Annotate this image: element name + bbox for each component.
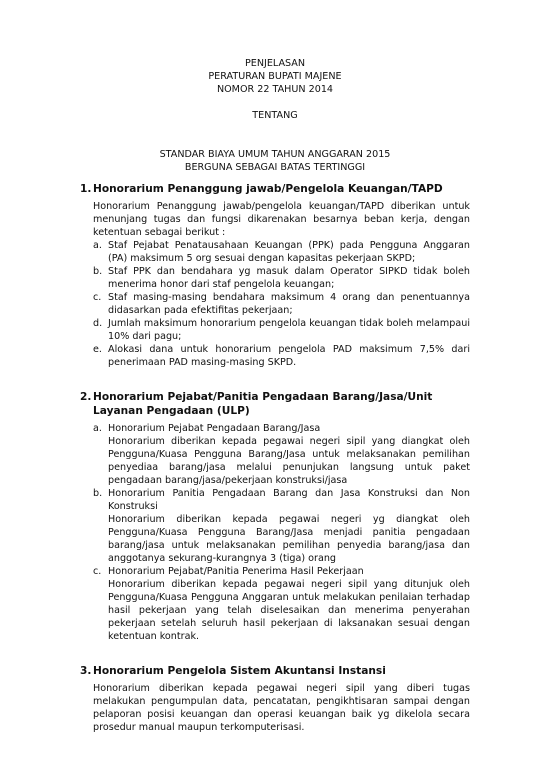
list-item: c. Staf masing-masing bendahara maksimum 4 orang dan penentuannya didasarkan pada efektifitas pekerjaan; — [93, 292, 470, 316]
section-heading — [80, 664, 470, 678]
section-heading — [80, 390, 470, 418]
section-3 — [80, 664, 470, 734]
section-number: 2. — [80, 391, 92, 403]
list-item: d. Jumlah maksimum honorarium pengelola keuangan tidak boleh melampaui 10% dari pagu; — [93, 318, 470, 342]
document-body — [80, 182, 470, 734]
header-about: TENTANG — [252, 110, 298, 121]
list-item: a. Staf Pejabat Penatausahaan Keuangan (PPK) pada Pengguna Anggaran (PA) maksimum 5 org sesuai dengan kapasitas pekerjaan SKPD; — [93, 240, 470, 264]
item-text: Honorarium diberikan kepada pegawai negeri sipil yang ditunjuk oleh Pengguna/Kuasa Pengguna Anggaran untuk melakukan penilaian terhadap hasil pekerjaan yang telah diselesaikan dan menerima penyerahan pekerjaan setelah seluruh hasil pekerjaan di laksanakan sesuai dengan ketentuan kontrak. — [108, 579, 470, 642]
list-item: a. Honorarium Pejabat Pengadaan Barang/Jasa Honorarium diberikan kepada pegawai negeri sipil yang diangkat oleh Pengguna/Kuasa Pengguna Barang/Jasa untuk melaksanakan pemilihan penyediaa barang/jasa melalui penunjukan langsung untuk paket pengadaan barang/jasa/pekerjaan konstruksi/jasa — [93, 423, 470, 486]
section-title: Honorarium Pengelola Sistem Akuntansi Instansi — [93, 665, 386, 677]
item-text: Honorarium diberikan kepada pegawai negeri sipil yang diangkat oleh Pengguna/Kuasa Pengguna Barang/Jasa untuk melaksanakan pemilihan penyediaa barang/jasa melalui penunjukan langsung untuk paket pengadaan barang/jasa/pekerjaan konstruksi/jasa — [108, 436, 470, 486]
header-subject-line1: STANDAR BIAYA UMUM TAHUN ANGGARAN 2015 — [159, 149, 391, 160]
item-heading: Honorarium Pejabat/Panitia Penerima Hasil Pekerjaan — [108, 566, 364, 577]
section-number: 1. — [80, 183, 92, 195]
list-item: c. Honorarium Pejabat/Panitia Penerima Hasil Pekerjaan Honorarium diberikan kepada pegawai negeri sipil yang ditunjuk oleh Pengguna/Kuasa Pengguna Anggaran untuk melakukan penilaian terhadap hasil pekerjaan yang telah diselesaikan dan menerima penyerahan pekerjaan setelah seluruh hasil pekerjaan di laksanakan sesuai dengan ketentuan kontrak. — [93, 566, 470, 642]
section-number: 3. — [80, 665, 92, 677]
item-heading: Honorarium Pejabat Pengadaan Barang/Jasa — [108, 423, 321, 434]
section-intro: Honorarium diberikan kepada pegawai negeri sipil yang diberi tugas melakukan pengumpulan data, pencatatan, pengikhtisaran sampai dengan pelaporan posisi keuangan dan operasi keuangan baik yg dikelola secara prosedur manual maupun terkomputerisasi. — [93, 683, 470, 733]
header-number: NOMOR 22 TAHUN 2014 — [216, 84, 334, 95]
section-title: Honorarium Penanggung jawab/Pengelola Keuangan/TAPD — [93, 183, 443, 195]
section-heading — [80, 182, 470, 196]
header-regulation: PERATURAN BUPATI MAJENE — [208, 71, 342, 82]
section-2 — [80, 390, 470, 643]
section-1 — [80, 182, 470, 369]
header-subject-line2: BERGUNA SEBAGAI BATAS TERTINGGI — [184, 162, 366, 173]
item-heading: Honorarium Panitia Pengadaan Barang dan Jasa Konstruksi dan Non Konstruksi — [108, 488, 470, 512]
item-text: Honorarium diberikan kepada pegawai negeri yg diangkat oleh Pengguna/Kuasa Pengguna Barang/Jasa menjadi panitia pengadaan barang/jasa untuk melaksanakan pemilihan penyedia barang/jasa dan anggotanya sekurang-kurangnya 3 (tiga) orang — [108, 514, 470, 564]
list-item: e. Alokasi dana untuk honorarium pengelola PAD maksimum 7,5% dari penerimaan PAD masing-masing SKPD. — [93, 344, 470, 368]
section-intro: Honorarium Penanggung jawab/pengelola keuangan/TAPD diberikan untuk menunjang tugas dan fungsi dikarenakan besarnya beban kerja, dengan ketentuan sebagai berikut : — [93, 201, 470, 238]
header-title: PENJELASAN — [244, 58, 306, 69]
list-item: b. Staf PPK dan bendahara yg masuk dalam Operator SIPKD tidak boleh menerima honor dari staf pengelola keuangan; — [93, 266, 470, 290]
list-item: b. Honorarium Panitia Pengadaan Barang dan Jasa Konstruksi dan Non Konstruksi Honorarium diberikan kepada pegawai negeri yg diangkat oleh Pengguna/Kuasa Pengguna Barang/Jasa menjadi panitia pengadaan barang/jasa untuk melaksanakan pemilihan penyedia barang/jasa dan anggotanya sekurang-kurangnya 3 (tiga) orang — [93, 488, 470, 564]
section-title: Honorarium Pejabat/Panitia Pengadaan Barang/Jasa/Unit Layanan Pengadaan (ULP) — [93, 391, 433, 417]
document-header — [0, 57, 550, 174]
